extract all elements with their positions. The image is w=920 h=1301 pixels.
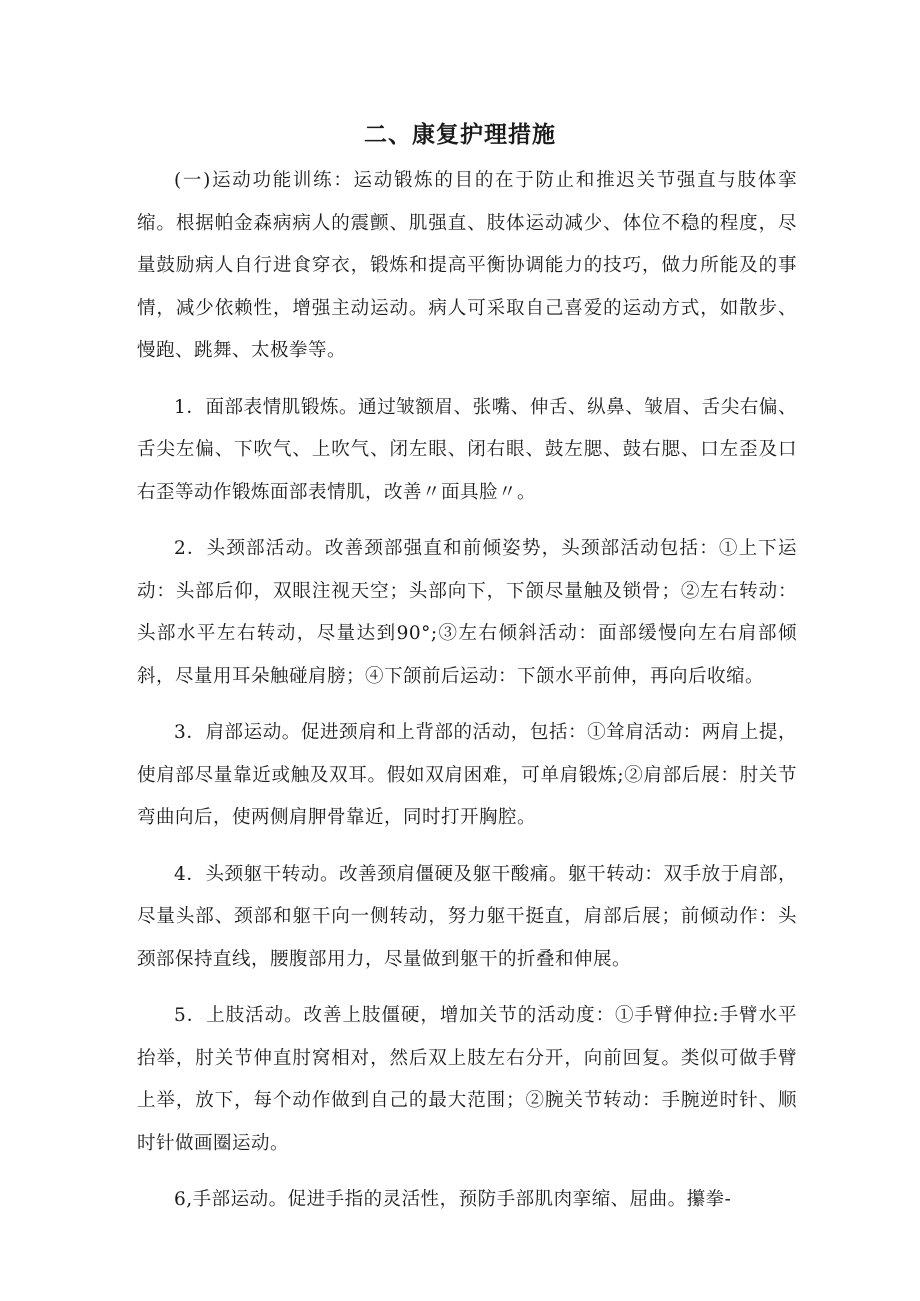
paragraph-facial-exercise: 1．面部表情肌锻炼。通过皱额眉、张嘴、伸舌、纵鼻、皱眉、舌尖右偏、舌尖左偏、下吹气、上吹气、闭左眼、闭右眼、鼓左腮、鼓右腮、口左歪及口右歪等动作锻炼面部表情肌，改善〃面具脸〃。 bbox=[137, 396, 797, 503]
document-body bbox=[137, 160, 797, 1236]
paragraph-motor-training: (一)运动功能训练：运动锻炼的目的在于防止和推迟关节强直与肢体挛缩。根据帕金森病病人的震颤、肌强直、肢体运动减少、体位不稳的程度，尽量鼓励病人自行进食穿衣，锻炼和提高平衡协调能力的技巧，做力所能及的事情，减少依赖性，增强主动运动。病人可采取自己喜爱的运动方式，如散步、慢跑、跳舞、太极拳等。 bbox=[137, 170, 797, 361]
paragraph-hand: 6,手部运动。促进手指的灵活性，预防手部肌肉挛缩、屈曲。攥拳- bbox=[174, 1189, 732, 1210]
paragraph-head-neck: 2．头颈部活动。改善颈部强直和前倾姿势，头颈部活动包括：①上下运动：头部后仰，双眼注视天空；头部向下，下颌尽量触及锁骨；②左右转动：头部水平左右转动，尽量达到90°;③左右倾斜活动：面部缓慢向左右肩部倾斜，尽量用耳朵触碰肩膀；④下颌前后运动：下颌水平前伸，再向后收缩。 bbox=[137, 538, 797, 687]
section-title: 二、康复护理措施 bbox=[364, 122, 556, 148]
paragraph-shoulder: 3．肩部运动。促进颈肩和上背部的活动，包括：①耸肩活动：两肩上提，使肩部尽量靠近或触及双耳。假如双肩困难，可单肩锻炼;②肩部后展：肘关节弯曲向后，使两侧肩胛骨靠近，同时打开胸腔。 bbox=[137, 722, 797, 828]
paragraph-trunk-rotation: 4．头颈躯干转动。改善颈肩僵硬及躯干酸痛。躯干转动：双手放于肩部，尽量头部、颈部和躯干向一侧转动，努力躯干挺直，肩部后展；前倾动作：头颈部保持直线，腰腹部用力，尽量做到躯干的折叠和伸展。 bbox=[137, 863, 797, 970]
paragraph-upper-limb: 5．上肢活动。改善上肢僵硬，增加关节的活动度：①手臂伸拉:手臂水平抬举，肘关节伸直肘窝相对，然后双上肢左右分开，向前回复。类似可做手臂上举，放下，每个动作做到自己的最大范围；②腕关节转动：手腕逆时针、顺时针做画圈运动。 bbox=[137, 1005, 797, 1154]
